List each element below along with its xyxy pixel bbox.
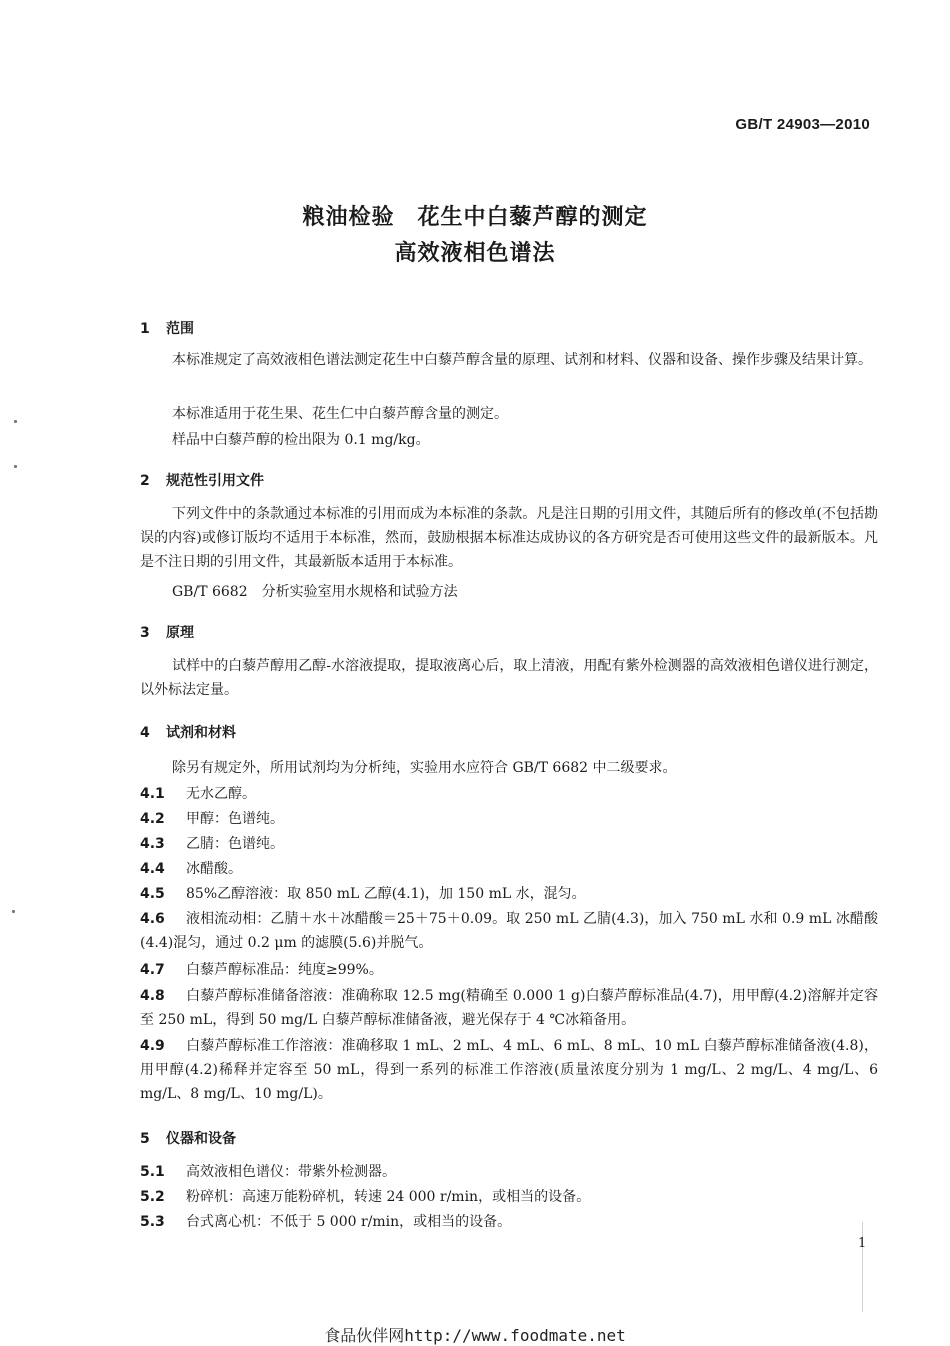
document-title-line2: 高效液相色谱法 (394, 241, 556, 266)
item-number: 4.1 (140, 786, 165, 802)
item-text: 冰醋酸。 (186, 861, 242, 877)
section-1-paragraph-1: 本标准规定了高效液相色谱法测定花生中白藜芦醇含量的原理、试剂和材料、仪器和设备、操作步骤及结果计算。 (172, 352, 872, 368)
document-title-line1: 粮油检验 花生中白藜芦醇的测定 (302, 205, 648, 230)
section-number: 5 (140, 1131, 150, 1147)
section-number: 2 (140, 473, 150, 489)
section-number: 4 (140, 725, 150, 741)
section-number: 3 (140, 625, 150, 641)
section-title: 规范性引用文件 (166, 473, 264, 489)
list-item (140, 782, 878, 806)
scan-speck (12, 910, 15, 913)
item-text: 无水乙醇。 (186, 786, 256, 802)
item-text: 白藜芦醇标准储备溶液：准确称取 12.5 mg(精确至 0.000 1 g)白藜芦醇标准品(4.7)，用甲醇(4.2)溶解并定容至 250 mL，得到 50 mg/L 白藜芦醇标准储备液，避光保存于 4 ℃冰箱备用。 (140, 988, 878, 1028)
item-text: 白藜芦醇标准品：纯度≥99%。 (186, 962, 383, 978)
section-title: 范围 (166, 321, 194, 337)
list-item (140, 857, 878, 881)
section-3-paragraph-1: 试样中的白藜芦醇用乙醇-水溶液提取，提取液离心后，取上清液，用配有紫外检测器的高效液相色谱仪进行测定，以外标法定量。 (140, 658, 878, 698)
item-number: 4.8 (140, 988, 165, 1004)
section-4-heading (140, 722, 236, 742)
item-number: 4.3 (140, 836, 165, 852)
section-title: 原理 (166, 625, 194, 641)
item-number: 5.1 (140, 1164, 165, 1180)
list-item (140, 1185, 878, 1209)
item-text: 液相流动相：乙腈＋水＋冰醋酸＝25＋75＋0.09。取 250 mL 乙腈(4.3)，加入 750 mL 水和 0.9 mL 冰醋酸(4.4)混匀，通过 0.2 μm 的滤膜(5.6)并脱气。 (140, 911, 878, 951)
item-text: 高效液相色谱仪：带紫外检测器。 (186, 1164, 396, 1180)
item-number: 5.3 (140, 1214, 165, 1230)
item-text: 甲醇：色谱纯。 (186, 811, 284, 827)
list-item (140, 882, 878, 906)
list-item (140, 1210, 878, 1234)
standard-code: GB/T 24903—2010 (735, 116, 870, 133)
section-5-heading (140, 1128, 236, 1148)
item-number: 4.7 (140, 962, 165, 978)
section-2-paragraph-1: 下列文件中的条款通过本标准的引用而成为本标准的条款。凡是注日期的引用文件，其随后所有的修改单(不包括勘误的内容)或修订版均不适用于本标准，然而，鼓励根据本标准达成协议的各方研究是否可使用这些文件的最新版本。凡是不注日期的引用文件，其最新版本适用于本标准。 (140, 506, 878, 570)
item-number: 4.9 (140, 1038, 165, 1054)
list-item (140, 907, 878, 955)
item-text: 85%乙醇溶液：取 850 mL 乙醇(4.1)，加 150 mL 水，混匀。 (186, 886, 586, 902)
section-title: 试剂和材料 (166, 725, 236, 741)
section-1-paragraph-3: 样品中白藜芦醇的检出限为 0.1 mg/kg。 (172, 432, 430, 448)
item-number: 4.5 (140, 886, 165, 902)
list-item (140, 984, 878, 1032)
section-1-paragraph-2: 本标准适用于花生果、花生仁中白藜芦醇含量的测定。 (172, 406, 508, 422)
item-text: 乙腈：色谱纯。 (186, 836, 284, 852)
footer-watermark: 食品伙伴网http://www.foodmate.net (324, 1326, 626, 1345)
item-text: 粉碎机：高速万能粉碎机，转速 24 000 r/min，或相当的设备。 (186, 1189, 591, 1205)
page-number: 1 (858, 1236, 867, 1251)
list-item (140, 1034, 878, 1106)
item-text: 白藜芦醇标准工作溶液：准确移取 1 mL、2 mL、4 mL、6 mL、8 mL、10 mL 白藜芦醇标准储备液(4.8)，用甲醇(4.2)稀释并定容至 50 mL，得到一系列的标准工作溶液(质量浓度分别为 1 mg/L、2 mg/L、4 mg/L、6 mg/L、8 mg/L、10 mg/L)。 (140, 1038, 878, 1102)
item-text: 台式离心机：不低于 5 000 r/min，或相当的设备。 (186, 1214, 512, 1230)
section-title: 仪器和设备 (166, 1131, 236, 1147)
scan-speck (14, 420, 17, 423)
item-number: 5.2 (140, 1189, 165, 1205)
normative-reference: GB/T 6682 分析实验室用水规格和试验方法 (172, 584, 458, 600)
list-item (140, 1160, 878, 1184)
section-3-heading (140, 622, 194, 642)
section-2-heading (140, 470, 264, 490)
item-number: 4.4 (140, 861, 165, 877)
section-1-heading (140, 318, 194, 338)
section-number: 1 (140, 321, 150, 337)
scan-speck (14, 465, 17, 468)
section-4-intro: 除另有规定外，所用试剂均为分析纯，实验用水应符合 GB/T 6682 中二级要求。 (172, 760, 677, 776)
item-number: 4.6 (140, 911, 165, 927)
list-item (140, 958, 878, 982)
list-item (140, 832, 878, 856)
item-number: 4.2 (140, 811, 165, 827)
list-item (140, 807, 878, 831)
